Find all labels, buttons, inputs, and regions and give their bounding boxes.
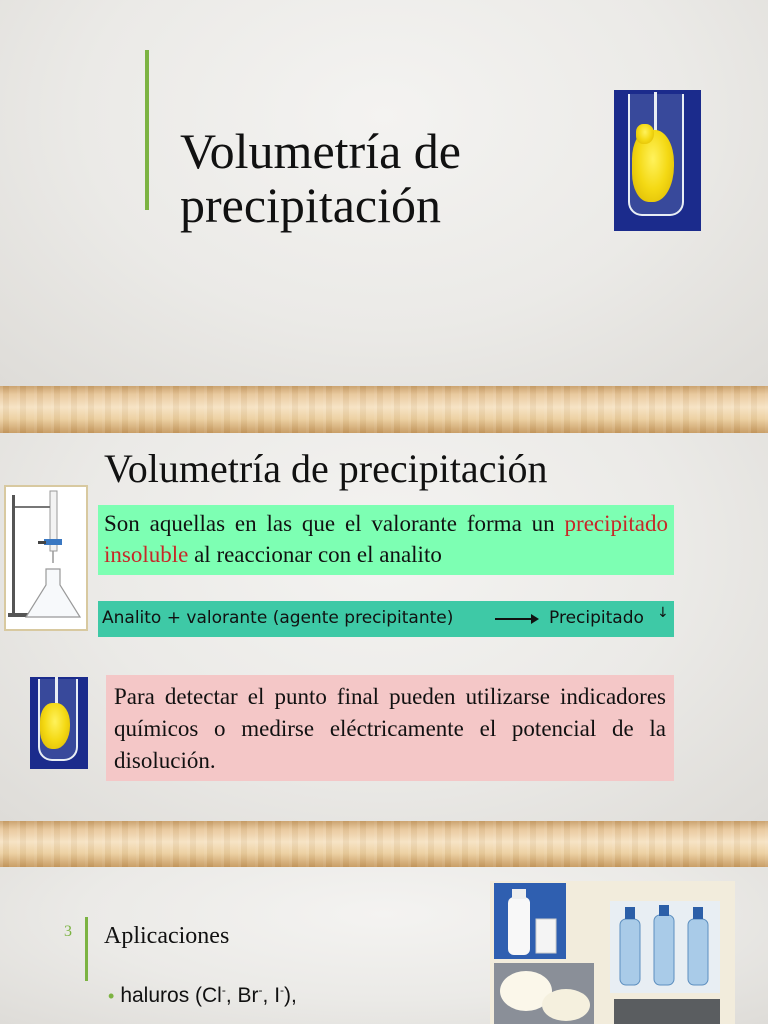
- definition-highlight: precipitado insoluble: [104, 511, 668, 567]
- applications-photo-collage: [490, 881, 735, 1024]
- equation-product: Precipitado: [549, 608, 644, 628]
- indicator-text: Para detectar el punto final pueden utilizarse indicadores químicos o medirse eléctricamente el potencial de la disolución.: [114, 684, 666, 773]
- superscript: -: [258, 983, 263, 997]
- definition-slide: [0, 433, 768, 821]
- definition-part-2: al reaccionar con el analito: [188, 542, 442, 567]
- burette-flask-image: [4, 485, 88, 631]
- milk-photo: [494, 883, 566, 959]
- title-slide: [0, 0, 768, 386]
- equation-box: [98, 601, 674, 637]
- definition-text: [98, 505, 674, 570]
- cheese-photo: [494, 963, 594, 1024]
- wood-divider: [0, 821, 768, 867]
- bullet-text: , I: [262, 984, 281, 1007]
- river-photo: [614, 999, 720, 1024]
- slide-title: [180, 124, 461, 232]
- superscript: -: [280, 983, 285, 997]
- slide-title: Volumetría de precipitación: [104, 446, 548, 491]
- water-bottles-photo: [610, 901, 720, 993]
- bullet-icon: •: [108, 986, 115, 1006]
- bullet-text: ),: [284, 984, 297, 1007]
- bullet-text: haluros (Cl: [120, 984, 222, 1007]
- accent-bar: [85, 917, 88, 981]
- definition-box: [98, 505, 674, 575]
- slide-title: Aplicaciones: [104, 923, 230, 949]
- superscript: -: [221, 983, 226, 997]
- down-arrow-icon: ↓: [657, 605, 669, 621]
- list-item: [108, 976, 297, 1010]
- title-line-1: Volumetría de: [180, 123, 461, 179]
- bullet-text: , Br: [225, 984, 259, 1007]
- reaction-arrow-icon: [495, 618, 537, 620]
- title-line-2: precipitación: [180, 177, 441, 233]
- precipitate-tube-image: [30, 677, 88, 769]
- slide-number: 3: [64, 923, 72, 940]
- wood-divider: [0, 386, 768, 433]
- equation-reactants: Analito + valorante (agente precipitante): [102, 608, 454, 628]
- accent-bar: [145, 50, 149, 210]
- precipitate-tube-image: [614, 90, 701, 231]
- definition-part-1: Son aquellas en las que el valorante forma un: [104, 511, 565, 536]
- indicator-box: [106, 675, 674, 781]
- applications-slide: [0, 867, 768, 1024]
